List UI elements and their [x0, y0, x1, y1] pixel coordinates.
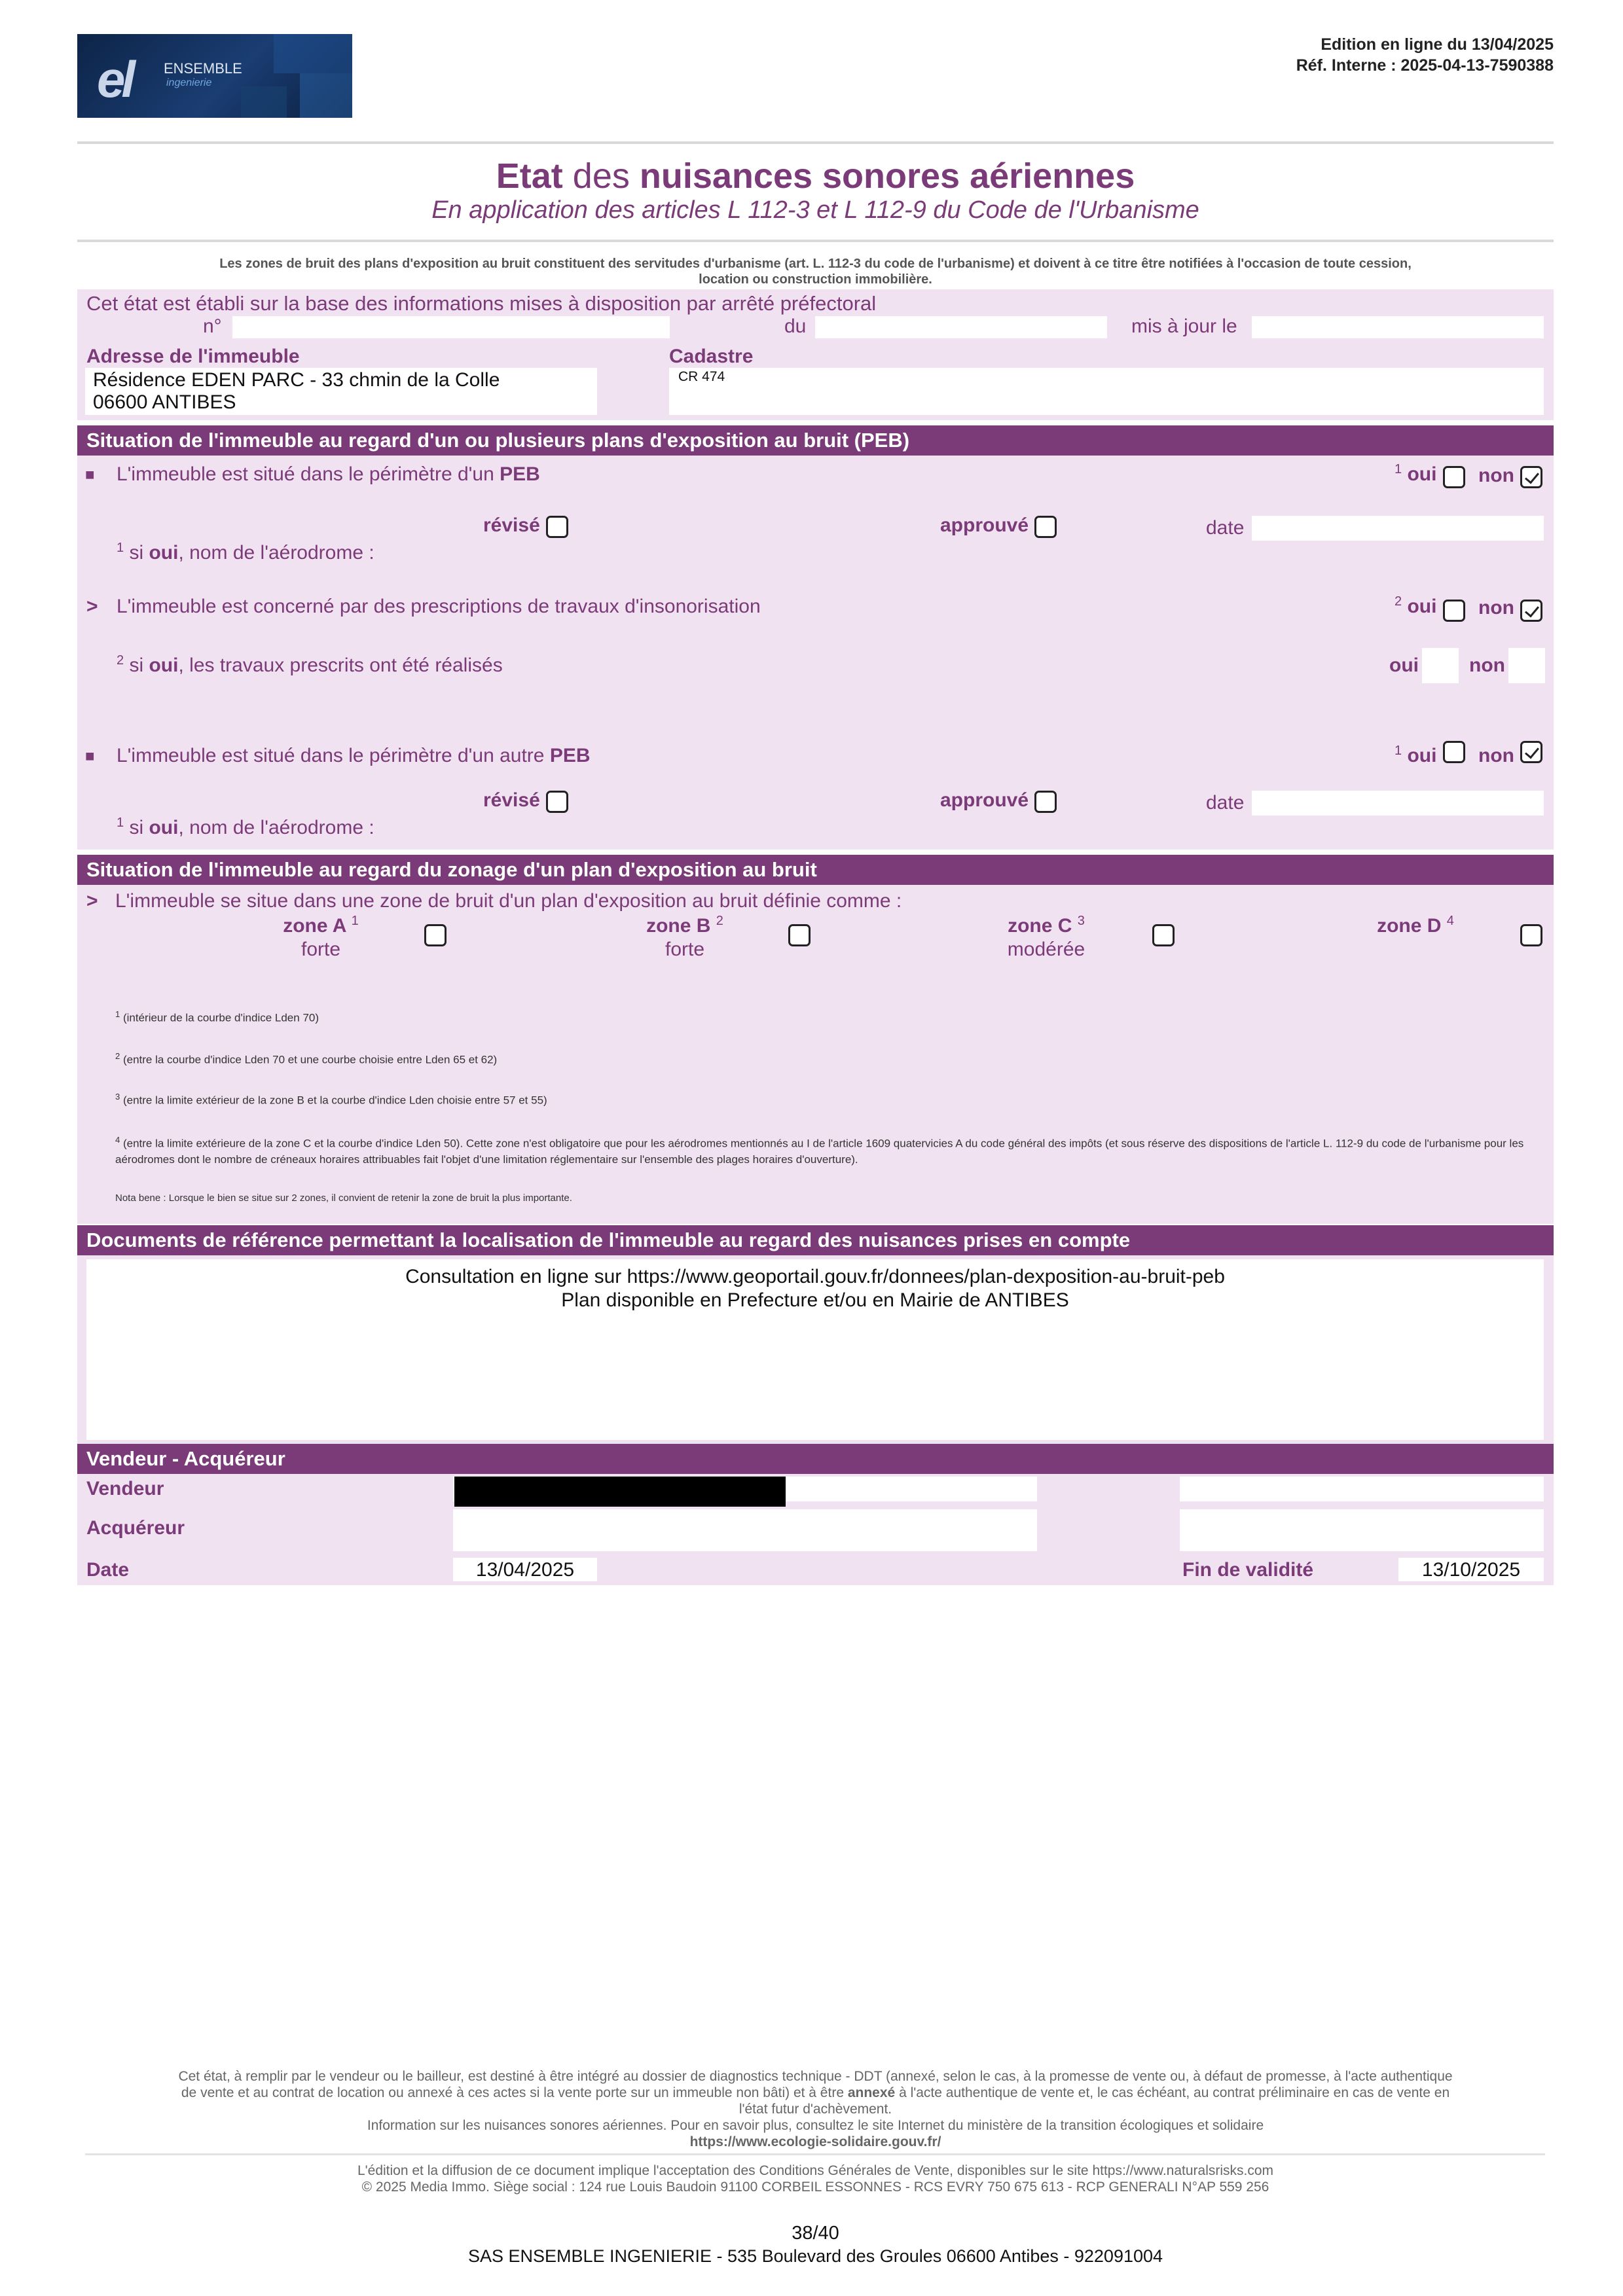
- q3-revise-checkbox[interactable]: [546, 791, 568, 813]
- docs-line2: Plan disponible en Prefecture et/ou en Mairie de ANTIBES: [561, 1289, 1069, 1311]
- cadastre-value: CR 474: [678, 369, 725, 384]
- vendeur-redacted: [454, 1477, 786, 1507]
- zone-bullet: >: [86, 890, 98, 912]
- q3-date-label: date: [1206, 792, 1245, 814]
- q2-done-oui-label: oui: [1389, 655, 1419, 676]
- q3-non-checkbox[interactable]: [1520, 741, 1542, 763]
- q3-si-label: si: [129, 817, 144, 838]
- q1-approuve-checkbox[interactable]: [1034, 516, 1057, 538]
- title-word-des: des: [572, 156, 630, 196]
- q3-peb: PEB: [549, 745, 591, 766]
- intro-text-line1: Les zones de bruit des plans d'exposition au bruit constituent des servitudes d'urbanisme (art. L. 112-3 du code de l'urbanisme) et doivent à ce titre être notifiées à l'occasion de toute cession,: [219, 257, 1412, 271]
- title-main: nuisances sonores aériennes: [639, 156, 1135, 196]
- footer-p2a: de vente et au contrat de location ou annexé à ces actes si la vente porte sur un immeuble non bâti) et à être: [181, 2085, 844, 2100]
- company-footer: SAS ENSEMBLE INGENIERIE - 535 Boulevard des Groules 06600 Antibes - 922091004: [467, 2246, 1163, 2266]
- q2-sub-question: , les travaux prescrits ont été réalisés: [178, 655, 503, 676]
- cadastre-field[interactable]: [669, 368, 1544, 415]
- zone-intro: L'immeuble se situe dans une zone de bruit d'un plan d'exposition au bruit définie comme :: [115, 890, 902, 912]
- zone-section-header: Situation de l'immeuble au regard du zonage d'un plan d'exposition au bruit: [77, 855, 1554, 885]
- footnote-1-sup: 1: [115, 1009, 120, 1019]
- fin-validite-label: Fin de validité: [1182, 1559, 1314, 1581]
- edition-date: Edition en ligne du 13/04/2025: [1321, 35, 1554, 54]
- zone-c-sup: 3: [1077, 914, 1085, 928]
- q2-sub-sup: 2: [117, 653, 124, 668]
- q1-aerodrome-sup: 1: [117, 541, 124, 555]
- docs-section-header: Documents de référence permettant la localisation de l'immeuble au regard des nuisances prises en compte: [77, 1225, 1554, 1255]
- q1-bullet: ■: [85, 466, 95, 484]
- fin-validite-value: 13/10/2025: [1421, 1559, 1521, 1581]
- q3-text: [117, 745, 591, 767]
- q2-oui-label: [1395, 594, 1436, 618]
- footer-cgv: L'édition et la diffusion de ce document implique l'acceptation des Conditions Générales de Vente, disponibles sur le site https://www.naturalsrisks.com: [357, 2163, 1274, 2178]
- peb-section-header: Situation de l'immeuble au regard d'un ou plusieurs plans d'exposition au bruit (PEB): [77, 425, 1554, 456]
- q1-non-label: non: [1478, 465, 1514, 486]
- footnote-4: [115, 1132, 1529, 1168]
- footnote-3: [115, 1092, 547, 1107]
- footer-divider: [85, 2153, 1545, 2155]
- title-word-etat: Etat: [496, 156, 563, 196]
- q3-aerodrome: [117, 816, 374, 839]
- zone-b-sup: 2: [716, 914, 723, 928]
- cadastre-label: Cadastre: [669, 346, 754, 367]
- zone-d-sup: 4: [1446, 914, 1454, 928]
- q3-aerodrome-text: , nom de l'aérodrome :: [178, 817, 374, 838]
- q2-oui-checkbox[interactable]: [1443, 600, 1465, 622]
- q1-si-label: si: [129, 542, 144, 564]
- q3-date-field[interactable]: [1252, 791, 1544, 816]
- q2-text: L'immeuble est concerné par des prescriptions de travaux d'insonorisation: [117, 596, 761, 617]
- q3-approuve-checkbox[interactable]: [1034, 791, 1057, 813]
- vendeur-label: Vendeur: [86, 1478, 164, 1499]
- footnote-2-text: (entre la courbe d'indice Lden 70 et une courbe choisie entre Lden 65 et 62): [122, 1053, 498, 1066]
- zone-d-checkbox[interactable]: [1520, 924, 1542, 946]
- zone-d-label: [1357, 914, 1474, 937]
- q1-revise-checkbox[interactable]: [546, 516, 568, 538]
- zone-b-name: zone B: [646, 915, 711, 937]
- q3-non-label: non: [1478, 745, 1514, 766]
- q2-done-oui-field[interactable]: [1422, 648, 1459, 683]
- zone-c-checkbox[interactable]: [1152, 924, 1175, 946]
- q2-oui-sup: 2: [1395, 594, 1402, 609]
- q1-peb: PEB: [500, 463, 540, 485]
- zone-b-desc: forte: [665, 939, 705, 960]
- zone-c-name: zone C: [1008, 915, 1072, 937]
- acquereur-field-2[interactable]: [1180, 1509, 1544, 1551]
- q1-text: [117, 463, 540, 486]
- footnote-4-text: (entre la limite extérieure de la zone C et la courbe d'indice Lden 50). Cette zone n'est obligatoire que pour les aérodromes mentionnés au I de l'article 1609 quatervicies A du code général des impôts (et sous réserve des dispositions de l'article L. 112-9 du code de l'urbanisme pour les aérodromes dont le nombre de créneaux horaires attribuables fait l'objet d'une limitation réglementaire sur l'ensemble des plages horaires d'ouverture).: [115, 1137, 1524, 1166]
- q3-aerodrome-sup: 1: [117, 816, 124, 830]
- footnote-2: [115, 1051, 497, 1067]
- q3-oui-label: [1395, 744, 1436, 767]
- q2-done-non-field[interactable]: [1508, 648, 1545, 683]
- acquereur-field[interactable]: [453, 1509, 1037, 1551]
- zone-c-label: [987, 914, 1105, 937]
- footnote-1-text: (intérieur de la courbe d'indice Lden 70): [122, 1011, 319, 1024]
- footnote-4-sup: 4: [115, 1135, 120, 1145]
- q1-aerodrome: [117, 541, 374, 564]
- logo-mark: el: [97, 50, 132, 108]
- q1-date-field[interactable]: [1252, 516, 1544, 541]
- q3-question: L'immeuble est situé dans le périmètre d'un autre: [117, 745, 545, 766]
- footer-legal: [77, 2162, 1554, 2195]
- zone-a-sup: 1: [351, 914, 359, 928]
- intro-text-line2: location ou construction immobilière.: [699, 272, 932, 287]
- footer-disclaimer: [77, 2068, 1554, 2150]
- q2-bullet: >: [86, 596, 98, 617]
- zone-a-checkbox[interactable]: [424, 924, 447, 946]
- q3-bullet: ■: [85, 747, 95, 765]
- q3-approuve-label: approuvé: [940, 789, 1029, 811]
- page-number: 38/40: [792, 2223, 839, 2244]
- q1-revise-label: révisé: [483, 514, 540, 536]
- address-line2: 06600 ANTIBES: [93, 391, 236, 413]
- header-divider: [77, 141, 1554, 144]
- footnote-2-sup: 2: [115, 1051, 120, 1061]
- zone-d-name: zone D: [1377, 915, 1442, 937]
- arrete-date-field[interactable]: [815, 316, 1107, 338]
- zone-a-desc: forte: [301, 939, 341, 960]
- q1-aerodrome-text: , nom de l'aérodrome :: [178, 542, 374, 564]
- parties-section-header: Vendeur - Acquéreur: [77, 1444, 1554, 1474]
- logo-subtext: ingenierie: [166, 77, 212, 88]
- q1-oui-sup: 1: [1395, 462, 1402, 476]
- q3-revise-label: révisé: [483, 789, 540, 811]
- vendeur-field-2[interactable]: [1180, 1477, 1544, 1501]
- q2-sub-text: [117, 653, 503, 677]
- nota-bene: Nota bene : Lorsque le bien se situe sur 2 zones, il convient de retenir la zone de bruit la plus importante.: [115, 1193, 572, 1204]
- q1-oui-label: [1395, 462, 1436, 486]
- date-value: 13/04/2025: [475, 1559, 575, 1581]
- footer-link[interactable]: https://www.ecologie-solidaire.gouv.fr/: [689, 2134, 941, 2149]
- zone-b-checkbox[interactable]: [788, 924, 811, 946]
- title-divider: [77, 240, 1554, 242]
- acquereur-label: Acquéreur: [86, 1517, 185, 1539]
- address-label: Adresse de l'immeuble: [86, 346, 300, 367]
- footnote-1: [115, 1009, 319, 1025]
- page-subtitle: En application des articles L 112-3 et L 112-9 du Code de l'Urbanisme: [431, 196, 1199, 224]
- zone-a-name: zone A: [283, 915, 346, 937]
- page-title: [77, 156, 1554, 196]
- q1-approuve-label: approuvé: [940, 514, 1029, 536]
- footer-p2: [77, 2085, 1554, 2101]
- docs-line1[interactable]: Consultation en ligne sur https://www.geoportail.gouv.fr/donnees/plan-dexposition-au-bruit-peb: [405, 1266, 1225, 1287]
- q2-si-oui: oui: [149, 655, 179, 676]
- q3-oui-sup: 1: [1395, 744, 1402, 758]
- q3-si-oui: oui: [149, 817, 179, 838]
- footer-p2c: à l'acte authentique de vente et, le cas échéant, au contrat préliminaire en cas de vente en: [899, 2085, 1450, 2100]
- date-label: Date: [86, 1559, 130, 1581]
- arrete-number-field[interactable]: [232, 316, 670, 338]
- footer-p3: l'état futur d'achèvement.: [739, 2102, 892, 2117]
- q1-oui-text: oui: [1407, 463, 1437, 485]
- q1-oui-checkbox[interactable]: [1443, 466, 1465, 488]
- zone-a-label: [262, 914, 380, 937]
- q3-oui-checkbox[interactable]: [1443, 741, 1465, 763]
- footer-copyright: © 2025 Media Immo. Siège social : 124 rue Louis Baudoin 91100 CORBEIL ESSONNES - RCS EVRY 750 675 613 - RCP GENERALI N°AP 559 256: [361, 2179, 1269, 2195]
- q2-si-label: si: [129, 655, 144, 676]
- footer-p1: Cet état, à remplir par le vendeur ou le bailleur, est destiné à être intégré au dossier de diagnostics technique - DDT (annexé, selon le cas, à la promesse de vente ou, à défaut de promesse, à l'acte authentique: [178, 2069, 1453, 2084]
- company-logo: [77, 34, 352, 118]
- q2-done-non-label: non: [1469, 655, 1505, 676]
- internal-reference: Réf. Interne : 2025-04-13-7590388: [1296, 56, 1554, 75]
- logo-text: ENSEMBLE: [164, 60, 242, 77]
- q1-question: L'immeuble est situé dans le périmètre d'un: [117, 463, 494, 485]
- update-date-field[interactable]: [1252, 316, 1544, 338]
- q2-non-checkbox[interactable]: [1520, 600, 1542, 622]
- arrete-date-label: du: [784, 315, 807, 337]
- footer-p4: Information sur les nuisances sonores aériennes. Pour en savoir plus, consultez le site Internet du ministère de la transition écologiques et solidaire: [367, 2118, 1264, 2133]
- footnote-3-text: (entre la limite extérieur de la zone B et la courbe d'indice Lden choisie entre 57 et 55): [122, 1094, 547, 1107]
- q3-oui-text: oui: [1407, 745, 1437, 766]
- update-date-label: mis à jour le: [1131, 315, 1237, 337]
- q2-non-label: non: [1478, 597, 1514, 619]
- zone-b-label: [626, 914, 744, 937]
- q2-oui-text: oui: [1407, 596, 1437, 617]
- address-line1: Résidence EDEN PARC - 33 chmin de la Colle: [93, 369, 500, 391]
- arrete-number-label: n°: [203, 315, 222, 337]
- q1-non-checkbox[interactable]: [1520, 466, 1542, 488]
- prefectoral-text: Cet état est établi sur la base des informations mises à disposition par arrêté préfectoral: [86, 292, 877, 315]
- q1-date-label: date: [1206, 517, 1245, 539]
- q1-si-oui: oui: [149, 542, 179, 564]
- footer-p2b: annexé: [847, 2085, 896, 2100]
- zone-c-desc: modérée: [1007, 939, 1085, 960]
- footnote-3-sup: 3: [115, 1092, 120, 1102]
